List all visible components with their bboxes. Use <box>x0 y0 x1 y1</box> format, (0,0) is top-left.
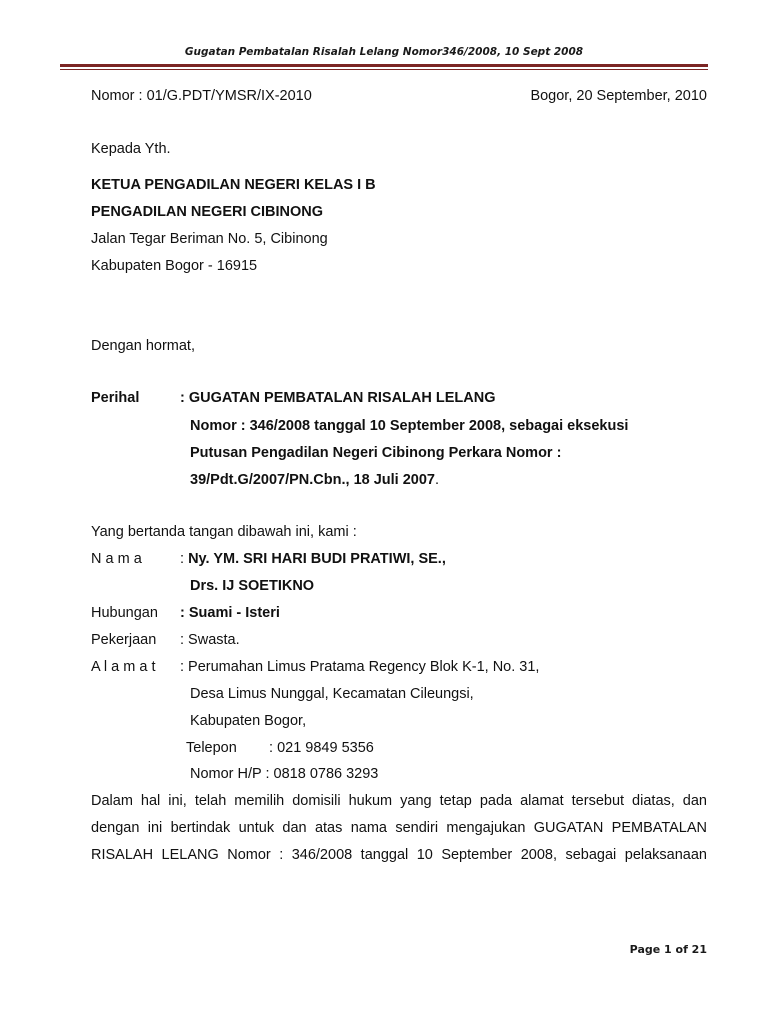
letter-number: Nomor : 01/G.PDT/YMSR/IX-2010 <box>91 88 312 104</box>
header-rule-thick <box>60 64 708 67</box>
alamat-label: A l a m a t <box>91 659 156 675</box>
perihal-line-4-text: 39/Pdt.G/2007/PN.Cbn., 18 Juli 2007 <box>190 472 435 488</box>
letter-place-date: Bogor, 20 September, 2010 <box>530 88 707 104</box>
perihal-line-4-period: . <box>435 472 440 488</box>
perihal-line-2: Nomor : 346/2008 tanggal 10 September 2008, sebagai eksekusi <box>190 418 629 434</box>
pekerjaan-label: Pekerjaan <box>91 632 157 648</box>
hubungan-value: : Suami - Isteri <box>180 605 280 621</box>
recipient-address-2: Kabupaten Bogor - 16915 <box>91 258 258 274</box>
perihal-line-3: Putusan Pengadilan Negeri Cibinong Perkara Nomor : <box>190 445 562 461</box>
alamat-line-3: Kabupaten Bogor, <box>190 713 307 729</box>
body-line-3: RISALAH LELANG Nomor : 346/2008 tanggal 10 September 2008, sebagai pelaksanaan <box>91 847 707 863</box>
running-header-title: Gugatan Pembatalan Risalah Lelang Nomor346/2008, 10 Sept 2008 <box>184 46 584 58</box>
recipient-line-1: KETUA PENGADILAN NEGERI KELAS I B <box>91 177 376 193</box>
alamat-line-2: Desa Limus Nunggal, Kecamatan Cileungsi, <box>190 686 474 702</box>
hubungan-label: Hubungan <box>91 605 158 621</box>
perihal-label: Perihal <box>91 390 140 406</box>
perihal-line-4 <box>190 471 439 489</box>
hp-line: Nomor H/P : 0818 0786 3293 <box>190 766 379 782</box>
alamat-line-1: : Perumahan Limus Pratama Regency Blok K-1, No. 31, <box>180 659 540 675</box>
salutation: Dengan hormat, <box>91 338 195 354</box>
page-number: Page 1 of 21 <box>629 943 707 956</box>
pekerjaan-value: : Swasta. <box>180 632 240 648</box>
intro-line: Yang bertanda tangan dibawah ini, kami : <box>91 524 357 540</box>
kepada-yth: Kepada Yth. <box>91 141 171 157</box>
telepon-line: Telepon : 021 9849 5356 <box>186 740 374 756</box>
nama-value-2: Drs. IJ SOETIKNO <box>190 578 315 594</box>
nama-1-text: Ny. YM. SRI HARI BUDI PRATIWI, SE., <box>188 551 446 567</box>
recipient-address-1: Jalan Tegar Beriman No. 5, Cibinong <box>91 231 328 247</box>
nama-colon: : <box>180 551 189 567</box>
header-rule-thin <box>60 69 708 70</box>
perihal-line-1: : GUGATAN PEMBATALAN RISALAH LELANG <box>180 390 496 406</box>
body-line-2: dengan ini bertindak untuk dan atas nama sendiri mengajukan GUGATAN PEMBATALAN <box>91 820 707 836</box>
nama-value-1 <box>180 550 446 568</box>
recipient-line-2: PENGADILAN NEGERI CIBINONG <box>91 204 324 220</box>
nama-label: N a m a <box>91 551 142 567</box>
body-line-1: Dalam hal ini, telah memilih domisili hukum yang tetap pada alamat tersebut diatas, dan <box>91 793 707 809</box>
